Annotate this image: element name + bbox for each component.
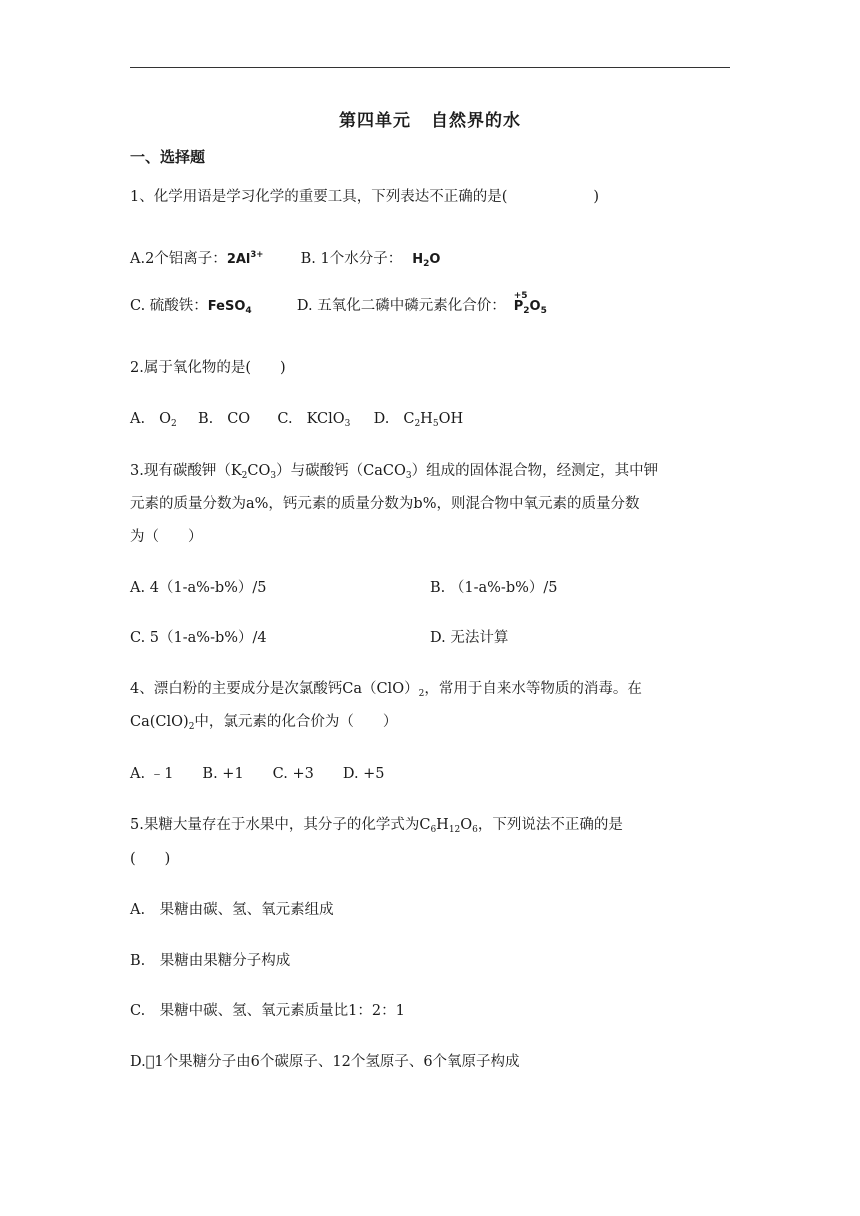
q4-l1a: 4、漂白粉的主要成分是次氯酸钙Ca（ClO） xyxy=(130,681,419,697)
q5-l1s1: 6 xyxy=(430,825,437,835)
q1-stem xyxy=(130,187,599,207)
q1-stem-text: 1、化学用语是学习化学的重要工具，下列表达不正确的是( xyxy=(130,189,508,205)
unit-number: 第四单元 xyxy=(339,111,411,131)
q2-d-sub1: 2 xyxy=(414,419,421,429)
q5-l1s2: 12 xyxy=(448,825,461,835)
q3-l1s2: 3 xyxy=(270,471,277,481)
q1-options-ab xyxy=(130,245,440,274)
q1-b-f1: H xyxy=(412,252,424,267)
q1-d-sub1: 2 xyxy=(523,306,530,316)
q3-l1s1: 2 xyxy=(241,471,248,481)
q5-stem-line2: ( ) xyxy=(130,851,171,867)
q1-options-cd xyxy=(130,291,547,321)
q3-stem-line3: 为（ ） xyxy=(130,529,203,545)
q3-option-d: D. 无法计算 xyxy=(430,630,509,646)
q3-l1d: ）组成的固体混合物，经测定，其中钾 xyxy=(411,463,659,479)
q4-l2a: Ca(ClO) xyxy=(130,714,189,730)
q1-a-charge: 3+ xyxy=(250,250,264,260)
q3-l1c: ）与碳酸钙（CaCO xyxy=(276,463,406,479)
q2-option-a: A. xyxy=(130,411,146,427)
section-heading: 一、选择题 xyxy=(130,148,206,166)
q1-option-a-label: A.2个铝离子： xyxy=(130,251,227,267)
q2-option-b: B. xyxy=(197,411,214,427)
q3-l1a: 3.现有碳酸钾（K xyxy=(130,463,242,479)
q1-c-sub: 4 xyxy=(245,306,252,316)
q1-b-f2: O xyxy=(429,252,441,267)
header-rule xyxy=(130,67,730,68)
q4-options: A. ﹣1 B. +1 C. +3 D. +5 xyxy=(130,766,385,782)
q5-option-d: D. 1个果糖分子由6个碳原子、12个氢原子、6个氧原子构成 xyxy=(130,1054,520,1070)
q3-stem-line1 xyxy=(130,461,658,486)
q3-options-ab xyxy=(130,578,730,598)
q2-d-sub2: 5 xyxy=(432,419,439,429)
q1-option-b-formula xyxy=(412,252,440,267)
q4-stem-line1 xyxy=(130,679,642,704)
q4-stem-line2 xyxy=(130,712,397,737)
q1-option-d-label: D. 五氧化二磷中磷元素化合价： xyxy=(296,298,506,314)
q2-d-f3: OH xyxy=(438,411,464,427)
q3-option-a: A. 4（1-a%-b%）/5 xyxy=(130,580,267,596)
q1-c-f1: FeSO xyxy=(207,299,246,314)
q4-l1b: ，常用于自来水等物质的消毒。在 xyxy=(424,681,642,697)
q1-option-b-label: B. 1个水分子： xyxy=(300,251,403,267)
q4-l2b: 中，氯元素的化合价为（ ） xyxy=(194,714,398,730)
q2-stem: 2.属于氧化物的是( ) xyxy=(130,360,286,376)
q2-d-f1: C xyxy=(403,411,415,427)
page-title xyxy=(0,106,860,131)
q1-b-sub: 2 xyxy=(423,259,430,269)
q2-d-f2: H xyxy=(420,411,433,427)
q4-l2s: 2 xyxy=(188,722,195,732)
q5-l1a: 5.果糖大量存在于水果中，其分子的化学式为C xyxy=(130,817,431,833)
q5-l1b: H xyxy=(436,817,449,833)
q3-options-cd xyxy=(130,628,730,648)
q2-option-c: C. xyxy=(277,411,293,427)
q3-l1s3: 3 xyxy=(405,471,412,481)
q1-option-a-formula xyxy=(227,252,264,267)
q2-a-formula: O xyxy=(159,411,171,427)
q1-option-c-label: C. 硫酸铁： xyxy=(130,298,208,314)
q3-stem-line2: 元素的质量分数为a%，钙元素的质量分数为b%，则混合物中氧元素的质量分数 xyxy=(130,496,640,512)
q2-a-sub: 2 xyxy=(170,419,177,429)
q5-option-a: A. 果糖由碳、氢、氧元素组成 xyxy=(130,902,334,918)
q1-d-sub2: 5 xyxy=(540,306,547,316)
q3-option-c: C. 5（1-a%-b%）/4 xyxy=(130,630,267,646)
q3-l1b: CO xyxy=(247,463,271,479)
q1-option-d-formula xyxy=(513,291,547,321)
q4-l1s: 2 xyxy=(418,689,425,699)
q1-d-valence: +5 xyxy=(513,291,528,301)
q5-l1s3: 6 xyxy=(472,825,478,835)
q2-option-d: D. xyxy=(373,411,390,427)
q5-option-c: C. 果糖中碳、氢、氧元素质量比1：2：1 xyxy=(130,1003,405,1019)
q1-option-c-formula xyxy=(208,299,252,314)
q2-options xyxy=(130,409,463,434)
q2-b-formula: CO xyxy=(227,411,251,427)
q1-d-f2: O xyxy=(529,299,541,314)
q1-stem-close: ) xyxy=(593,189,600,205)
q5-l1c: O xyxy=(460,817,473,833)
q3-option-b: B. （1-a%-b%）/5 xyxy=(430,580,558,596)
q2-c-sub: 3 xyxy=(344,419,351,429)
unit-name: 自然界的水 xyxy=(431,111,521,131)
q1-a-formula: 2Al xyxy=(226,252,251,267)
q1-d-f1: P xyxy=(513,299,524,314)
q5-option-b: B. 果糖由果糖分子构成 xyxy=(130,953,291,969)
q5-l1d: ，下列说法不正确的是 xyxy=(477,817,623,833)
q2-c-formula: KClO xyxy=(306,411,345,427)
q5-stem-line1 xyxy=(130,815,623,840)
